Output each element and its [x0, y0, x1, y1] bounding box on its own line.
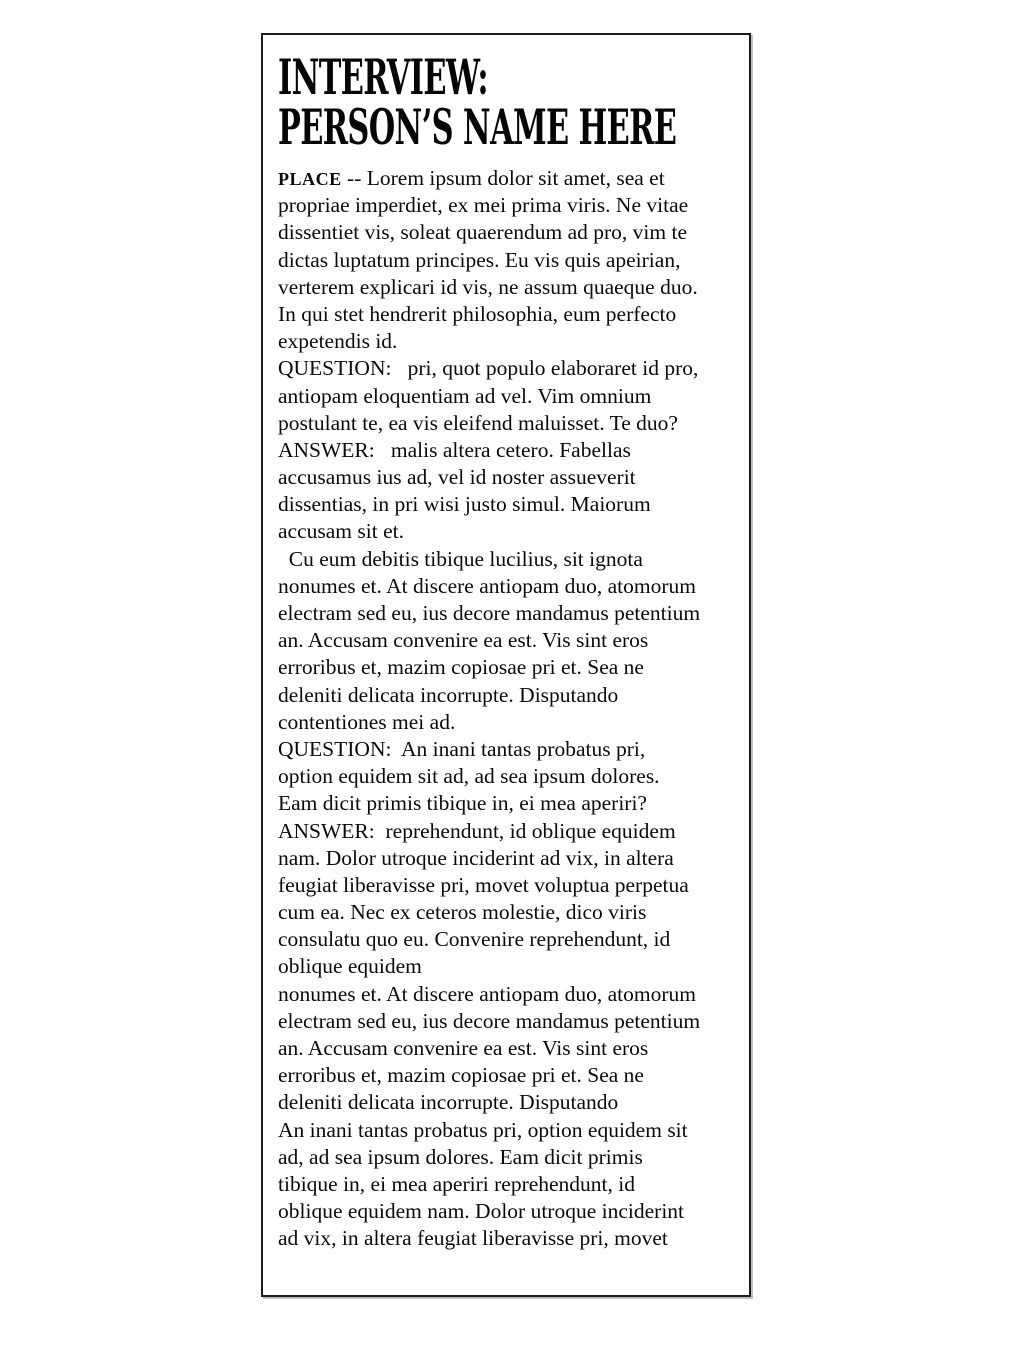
- body-line: dictas luptatum principes. Eu vis quis apeirian,: [278, 247, 681, 272]
- body-line: PLACE -- Lorem ipsum dolor sit amet, sea et: [278, 166, 665, 190]
- body-line: nonumes et. At discere antiopam duo, atomorum: [278, 981, 696, 1006]
- body-line: erroribus et, mazim copiosae pri et. Sea ne: [278, 655, 644, 680]
- body-line: accusamus ius ad, vel id noster assueverit: [278, 465, 636, 490]
- body-line: ad, ad sea ipsum dolores. Eam dicit primis: [278, 1144, 643, 1169]
- body-line: tibique in, ei mea aperiri reprehendunt, id: [278, 1171, 636, 1196]
- article-title-line-1: INTERVIEW:: [278, 48, 488, 106]
- body-line: expetendis id.: [278, 329, 398, 354]
- body-line: consulatu quo eu. Convenire reprehendunt, id: [278, 927, 671, 952]
- body-line: oblique equidem nam. Dolor utroque inciderint: [278, 1199, 685, 1224]
- body-line: an. Accusam convenire ea est. Vis sint eros: [278, 1036, 649, 1060]
- body-line: feugiat liberavisse pri, movet voluptua perpetua: [278, 872, 689, 897]
- body-line: nonumes et. At discere antiopam duo, atomorum: [278, 573, 696, 598]
- body-line: verterem explicari id vis, ne assum quaeque duo.: [278, 274, 698, 299]
- body-line: antiopam eloquentiam ad vel. Vim omnium: [278, 383, 652, 408]
- body-line: QUESTION: An inani tantas probatus pri,: [278, 736, 646, 761]
- body-line: deleniti delicata incorrupte. Disputando: [278, 1090, 619, 1115]
- body-line: cum ea. Nec ex ceteros molestie, dico viris: [278, 900, 647, 925]
- body-line: accusam sit et.: [278, 519, 404, 544]
- body-line: electram sed eu, ius decore mandamus petentium: [278, 601, 701, 625]
- body-line: propriae imperdiet, ex mei prima viris. Ne vitae: [278, 193, 689, 218]
- body-line: electram sed eu, ius decore mandamus petentium: [278, 1008, 701, 1033]
- body-line: erroribus et, mazim copiosae pri et. Sea ne: [278, 1063, 644, 1088]
- body-line: postulant te, ea vis eleifend maluisset. Te duo?: [278, 410, 678, 435]
- body-line: deleniti delicata incorrupte. Disputando: [278, 682, 619, 707]
- place-label: PLACE: [278, 169, 342, 189]
- body-line: dissentias, in pri wisi justo simul. Maiorum: [278, 492, 651, 517]
- body-line: Eam dicit primis tibique in, ei mea aperiri?: [278, 791, 647, 816]
- body-line: Cu eum debitis tibique lucilius, sit ignota: [278, 546, 643, 571]
- body-line: an. Accusam convenire ea est. Vis sint eros: [278, 628, 649, 653]
- article-title-line-2: PERSON’S NAME HERE: [278, 98, 677, 156]
- body-line: dissentiet vis, soleat quaerendum ad pro, vim te: [278, 220, 688, 245]
- body-line: ANSWER: malis altera cetero. Fabellas: [278, 437, 631, 462]
- body-line: ANSWER: reprehendunt, id oblique equidem: [278, 818, 676, 843]
- body-line: An inani tantas probatus pri, option equidem sit: [278, 1117, 688, 1142]
- article-body: [278, 165, 735, 1253]
- body-line: ad vix, in altera feugiat liberavisse pri, movet: [278, 1226, 668, 1251]
- article-box: [261, 33, 751, 1297]
- body-line: In qui stet hendrerit philosophia, eum perfecto: [278, 301, 677, 326]
- body-line: nam. Dolor utroque inciderint ad vix, in altera: [278, 845, 674, 870]
- article-title: [278, 48, 677, 156]
- body-line: option equidem sit ad, ad sea ipsum dolores.: [278, 764, 660, 789]
- body-line: QUESTION: pri, quot populo elaboraret id pro,: [278, 356, 699, 381]
- body-line: contentiones mei ad.: [278, 709, 456, 734]
- body-line: oblique equidem: [278, 954, 422, 979]
